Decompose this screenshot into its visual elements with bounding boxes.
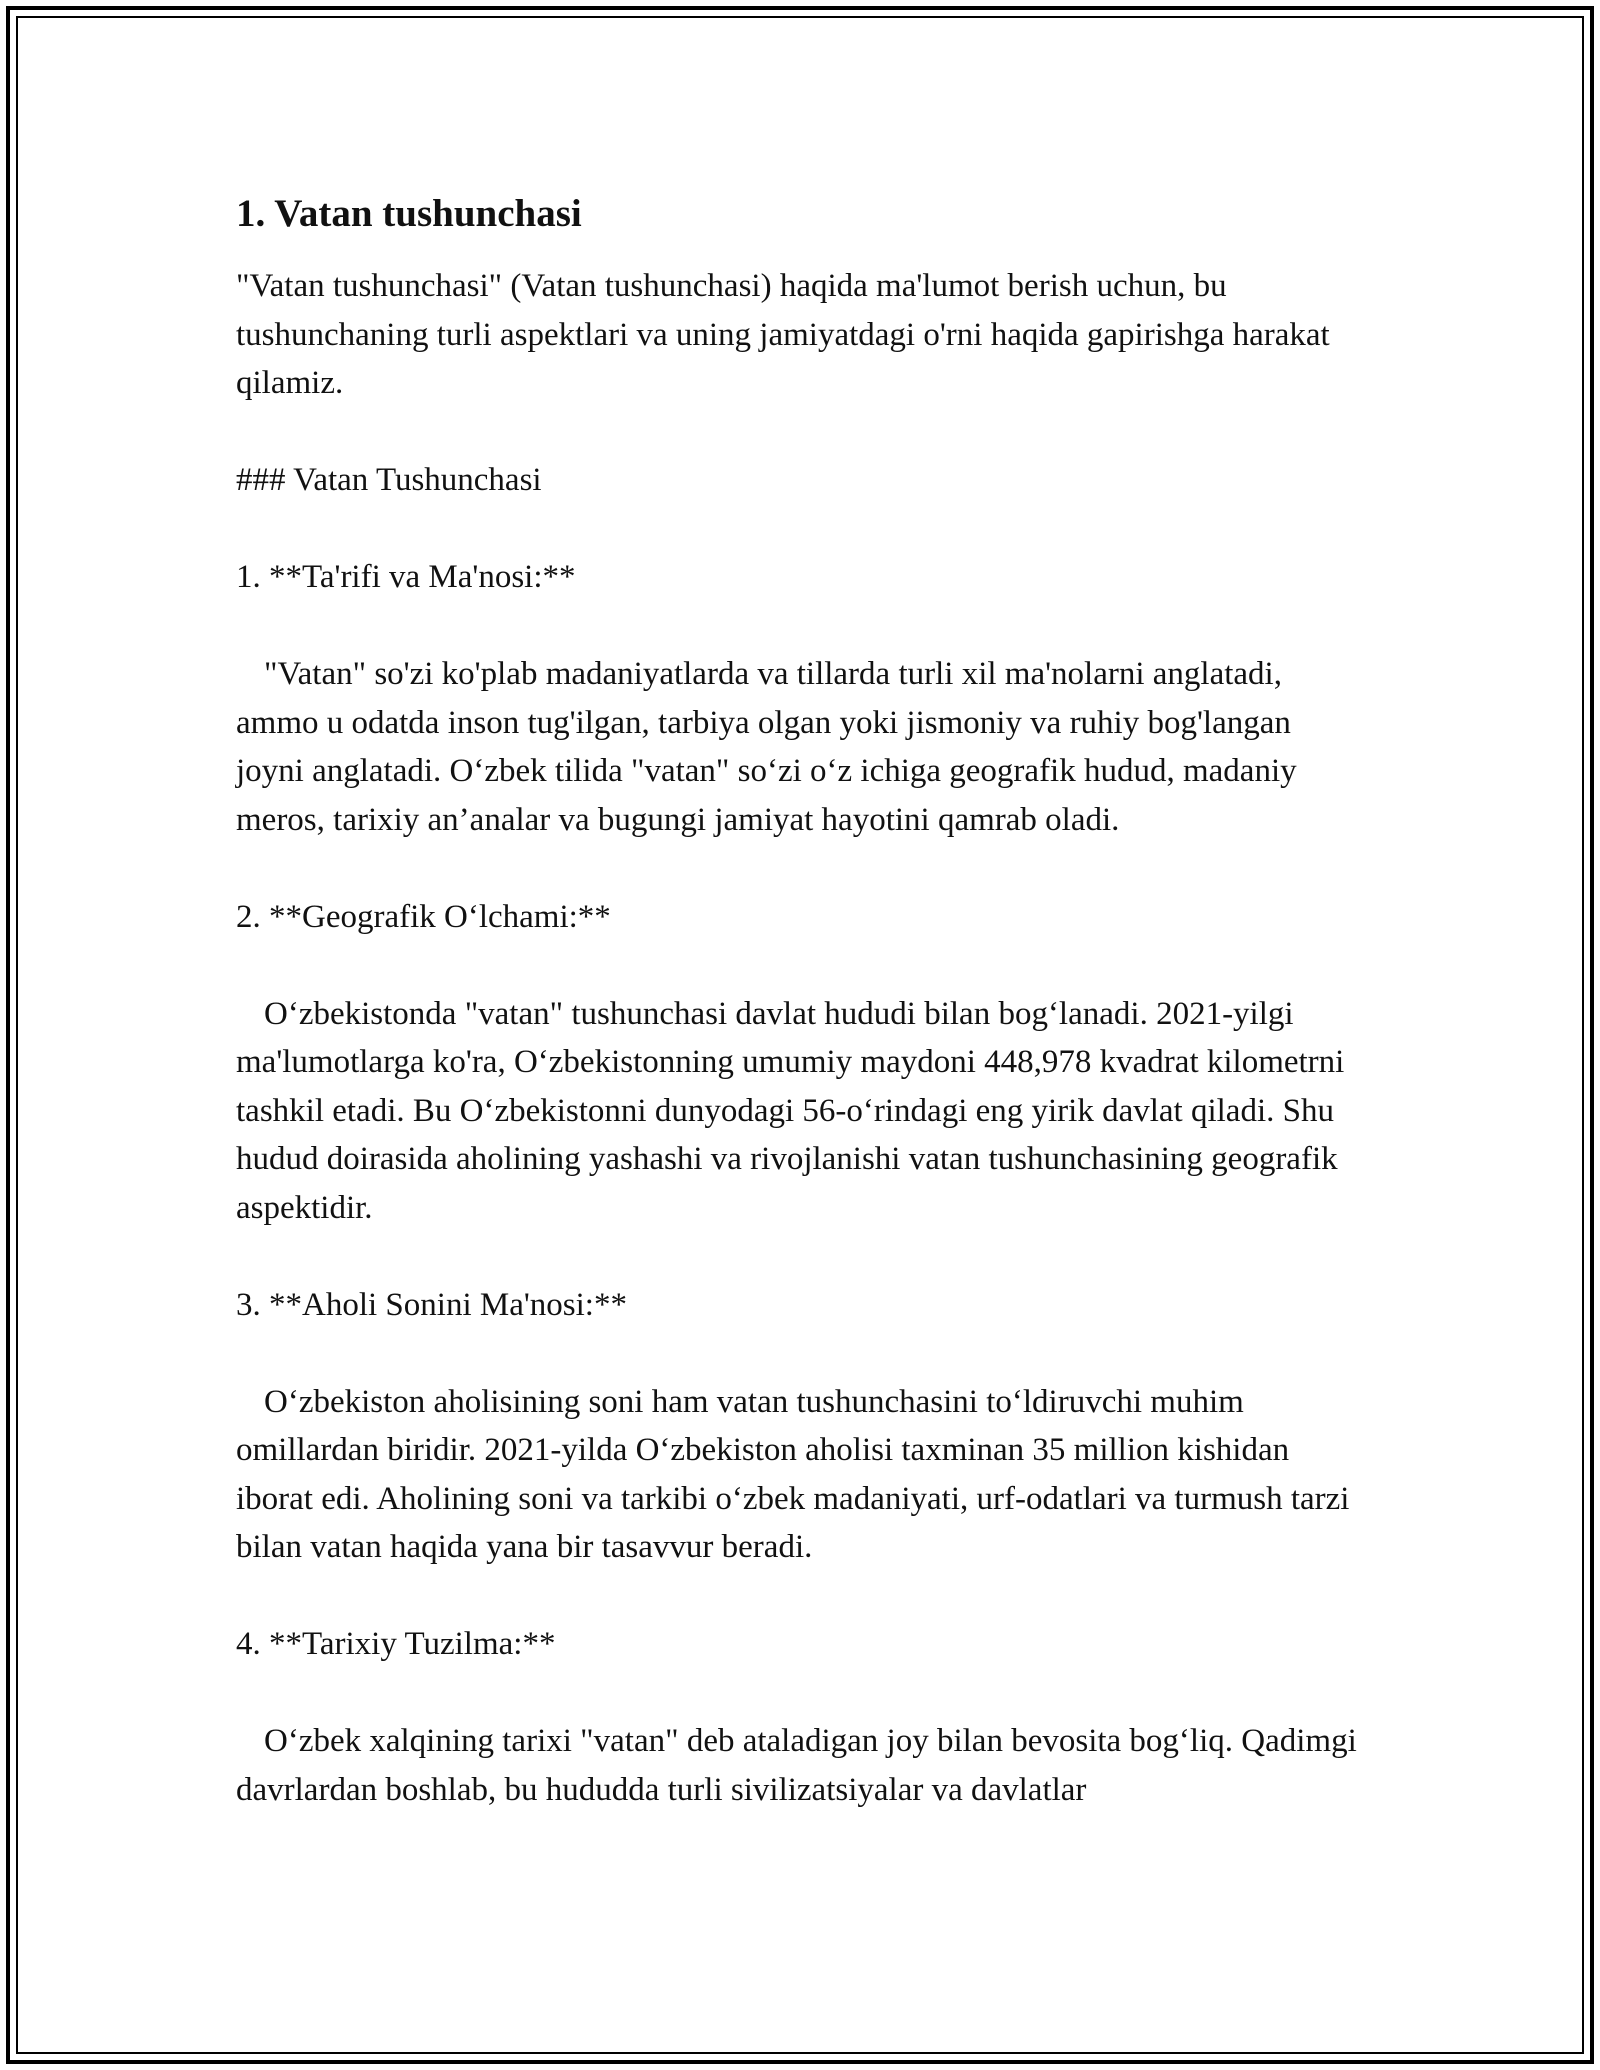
section-heading-4: 4. **Tarixiy Tuzilma:**	[236, 1626, 556, 1662]
document-page	[236, 186, 1366, 1863]
section-body-2: O‘zbekistonda "vatan" tushunchasi davlat hududi bilan bog‘lanadi. 2021-yilgi ma'lumotlarga ko'ra, O‘zbekistonning umumiy maydoni 448,978 kvadrat kilometrni tashkil etadi. Bu O‘zbekistonni dunyodagi 56-o‘rindagi eng yirik davlat qiladi. Shu hudud doirasida aholining yashashi va rivojlanishi vatan tushunchasining geografik aspektidir.	[236, 995, 1353, 1226]
section-heading-3: 3. **Aholi Sonini Ma'nosi:**	[236, 1286, 627, 1323]
intro-paragraph: "Vatan tushunchasi" (Vatan tushunchasi) haqida ma'lumot berish uchun, bu tushunchaning turli aspektlari va uning jamiyatdagi o'rni haqida gapirishga harakat qilamiz.	[236, 268, 1338, 401]
subheading: ### Vatan Tushunchasi	[236, 462, 542, 498]
section-heading-2: 2. **Geografik O‘lchami:**	[236, 898, 611, 935]
document-title: 1. Vatan tushunchasi	[236, 192, 582, 235]
section-body-3: O‘zbekiston aholisining soni ham vatan tushunchasini to‘ldiruvchi muhim omillardan biridir. 2021-yilda O‘zbekiston aholisi taxminan 35 million kishidan iborat edi. Aholining soni va tarkibi o‘zbek madaniyati, urf-odatlari va turmush tarzi bilan vatan haqida yana bir tasavvur beradi.	[236, 1383, 1358, 1565]
section-heading-1: 1. **Ta'rifi va Ma'nosi:**	[236, 559, 576, 595]
section-body-4: O‘zbek xalqining tarixi "vatan" deb ataladigan joy bilan bevosita bog‘liq. Qadimgi davrlardan boshlab, bu hududda turli sivilizatsiyalar va davlatlar	[236, 1723, 1365, 1808]
section-body-1: "Vatan" so'zi ko'plab madaniyatlarda va tillarda turli xil ma'nolarni anglatadi, ammo u odatda inson tug'ilgan, tarbiya olgan yoki jismoniy va ruhiy bog'langan joyni anglatadi. O‘zbek tilida "vatan" so‘zi o‘z ichiga geografik hudud, madaniy meros, tarixiy an’analar va bugungi jamiyat hayotini qamrab oladi.	[236, 656, 1305, 838]
